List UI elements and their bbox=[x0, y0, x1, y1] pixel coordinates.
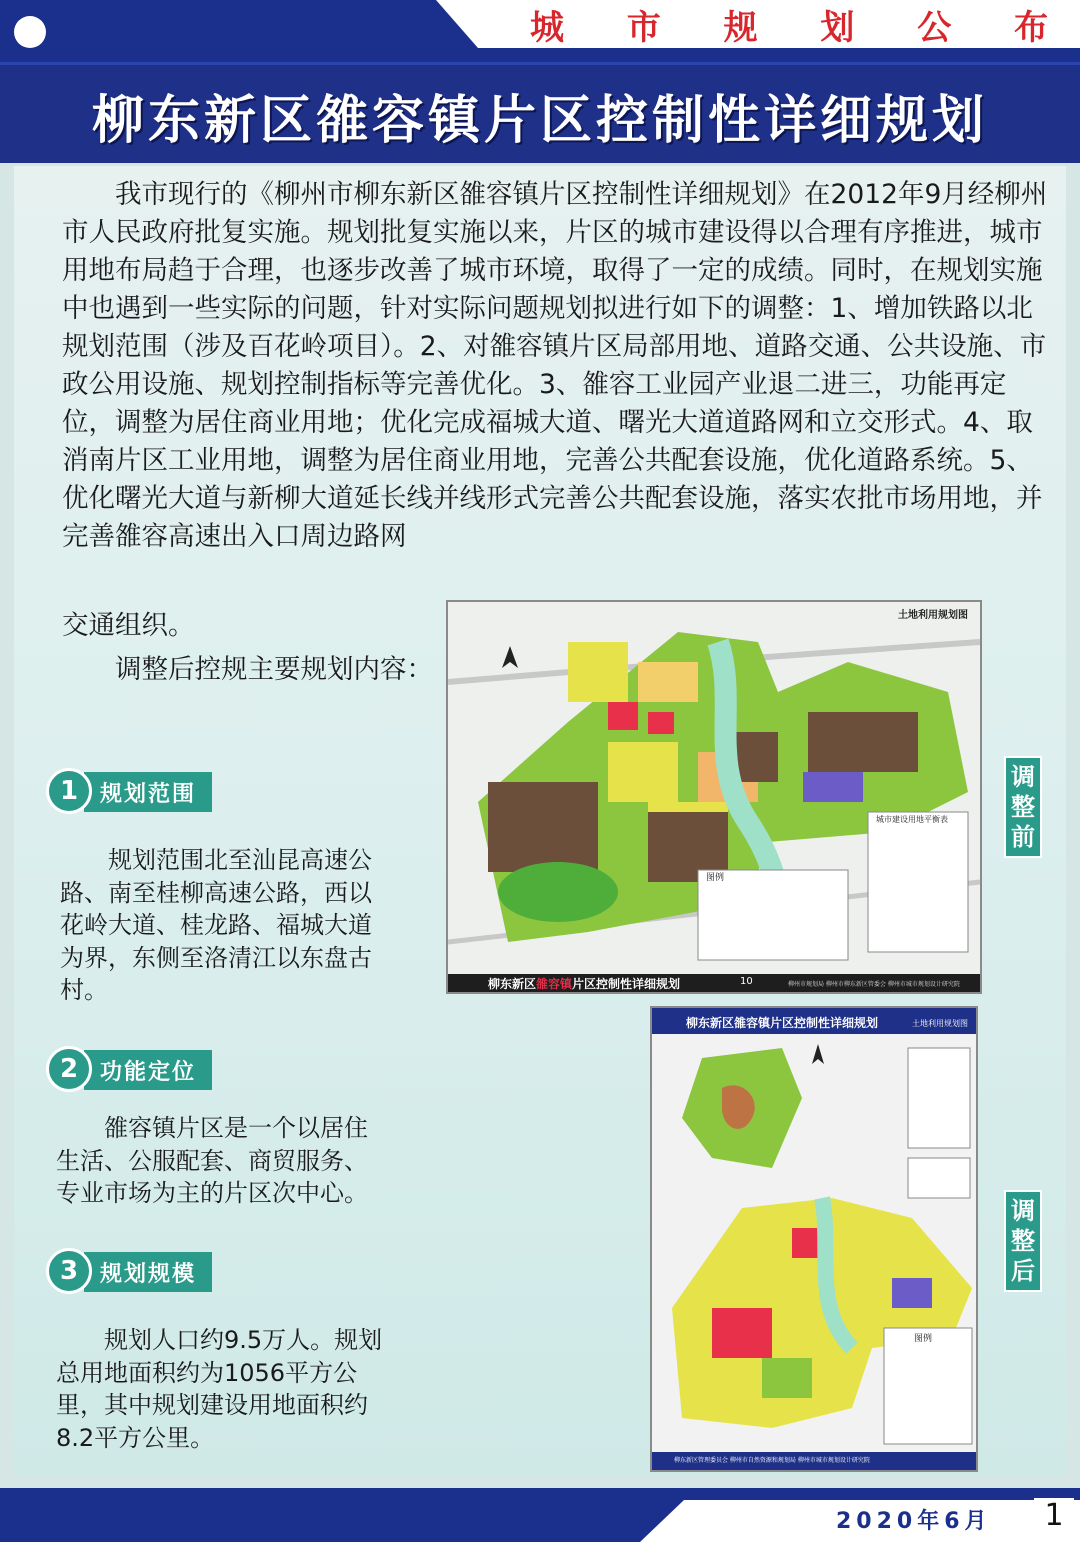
kicker-char: 规 bbox=[723, 7, 760, 48]
map-caption bbox=[488, 975, 680, 992]
kicker-char: 划 bbox=[820, 7, 857, 48]
map-caption-highlight: 雒容镇 bbox=[536, 977, 573, 991]
page-number: 1 bbox=[1034, 1498, 1074, 1538]
side-label-after: 调整后 bbox=[1004, 1190, 1042, 1292]
section-text: 雒容镇片区是一个以居住生活、公服配套、商贸服务、专业市场为主的片区次中心。 bbox=[56, 1114, 368, 1207]
header-dot bbox=[14, 16, 46, 48]
intro-text bbox=[62, 176, 1052, 556]
section-text: 规划人口约9.5万人。规划总用地面积约为1056平方公里，其中规划建设用地面积约8.2平方公里。 bbox=[56, 1326, 383, 1452]
section-body-scale bbox=[56, 1324, 386, 1454]
section-header-function bbox=[46, 1046, 226, 1094]
section-number: 1 bbox=[46, 768, 92, 814]
map-corner-title: 土地利用规划图 bbox=[898, 610, 968, 621]
intro-tail bbox=[62, 604, 442, 692]
section-number: 3 bbox=[46, 1248, 92, 1294]
map-legend-title: 图例 bbox=[914, 1334, 933, 1344]
side-label-before: 调整前 bbox=[1004, 756, 1042, 858]
map-footer-org: 柳州市规划局 柳州市柳东新区管委会 柳州市城市规划设计研究院 bbox=[788, 981, 960, 988]
section-title: 规划规模 bbox=[84, 1252, 212, 1292]
section-number: 2 bbox=[46, 1046, 92, 1092]
map-footer-org: 柳东新区管理委员会 柳州市自然资源和规划局 柳州市城市规划设计研究院 bbox=[674, 1457, 870, 1464]
kicker-char: 公 bbox=[917, 7, 954, 48]
map-table-title: 城市建设用地平衡表 bbox=[876, 815, 948, 824]
intro-paragraph: 我市现行的《柳州市柳东新区雒容镇片区控制性详细规划》在2012年9月经柳州市人民政府批复实施。规划批复实施以来，片区的城市建设得以合理有序推进，城市用地布局趋于合理，也逐步改善了城市环境，取得了一定的成绩。同时，在规划实施中也遇到一些实际的问题，针对实际问题规划拟进行如下的调整：1、增加铁路以北规划范围（涉及百花岭项目）。2、对雒容镇片区局部用地、道路交通、公共设施、市政公用设施、规划控制指标等完善优化。3、雒容工业园产业退二进三，功能再定位，调整为居住商业用地；优化完成福城大道、曙光大道道路网和立交形式。4、取消南片区工业用地，调整为居住商业用地，完善公共配套设施，优化道路系统。5、优化曙光大道与新柳大道延长线并线形式完善公共配套设施，落实农批市场用地，并完善雒容高速出入口周边路网 bbox=[62, 179, 1048, 552]
kicker-char: 布 bbox=[1013, 7, 1050, 48]
map-legend-title: 图例 bbox=[706, 873, 725, 883]
land-use-map-after bbox=[652, 1008, 976, 1470]
section-body-function bbox=[56, 1112, 386, 1210]
section-header-scope bbox=[46, 768, 226, 816]
map-after bbox=[650, 1006, 978, 1472]
land-use-map-before bbox=[448, 602, 980, 992]
section-body-scope bbox=[60, 844, 390, 1007]
kicker-char: 市 bbox=[626, 7, 663, 48]
page-title: 柳东新区雒容镇片区控制性详细规划 bbox=[91, 91, 988, 151]
intro-lead: 调整后控规主要规划内容： bbox=[115, 654, 433, 685]
map-caption-part: 片区控制性详细规划 bbox=[572, 977, 681, 991]
kicker bbox=[530, 4, 1050, 48]
map-sheet-number: 10 bbox=[740, 976, 753, 987]
kicker-char: 城 bbox=[530, 7, 566, 48]
map-before bbox=[446, 600, 982, 994]
section-text: 规划范围北至汕昆高速公路、南至桂柳高速公路，西以花岭大道、桂龙路、福城大道为界，东侧至洛清江以东盘古村。 bbox=[60, 846, 372, 1004]
section-title: 功能定位 bbox=[84, 1050, 212, 1090]
section-header-scale bbox=[46, 1248, 226, 1296]
map-corner-title: 土地利用规划图 bbox=[912, 1019, 968, 1028]
issue-date: 2020年6月 bbox=[836, 1509, 992, 1534]
section-title: 规划范围 bbox=[84, 772, 212, 812]
map-caption-part: 柳东新区 bbox=[488, 977, 537, 991]
intro-tail-line: 交通组织。 bbox=[62, 610, 195, 641]
map-caption: 柳东新区雒容镇片区控制性详细规划 bbox=[686, 1016, 879, 1030]
